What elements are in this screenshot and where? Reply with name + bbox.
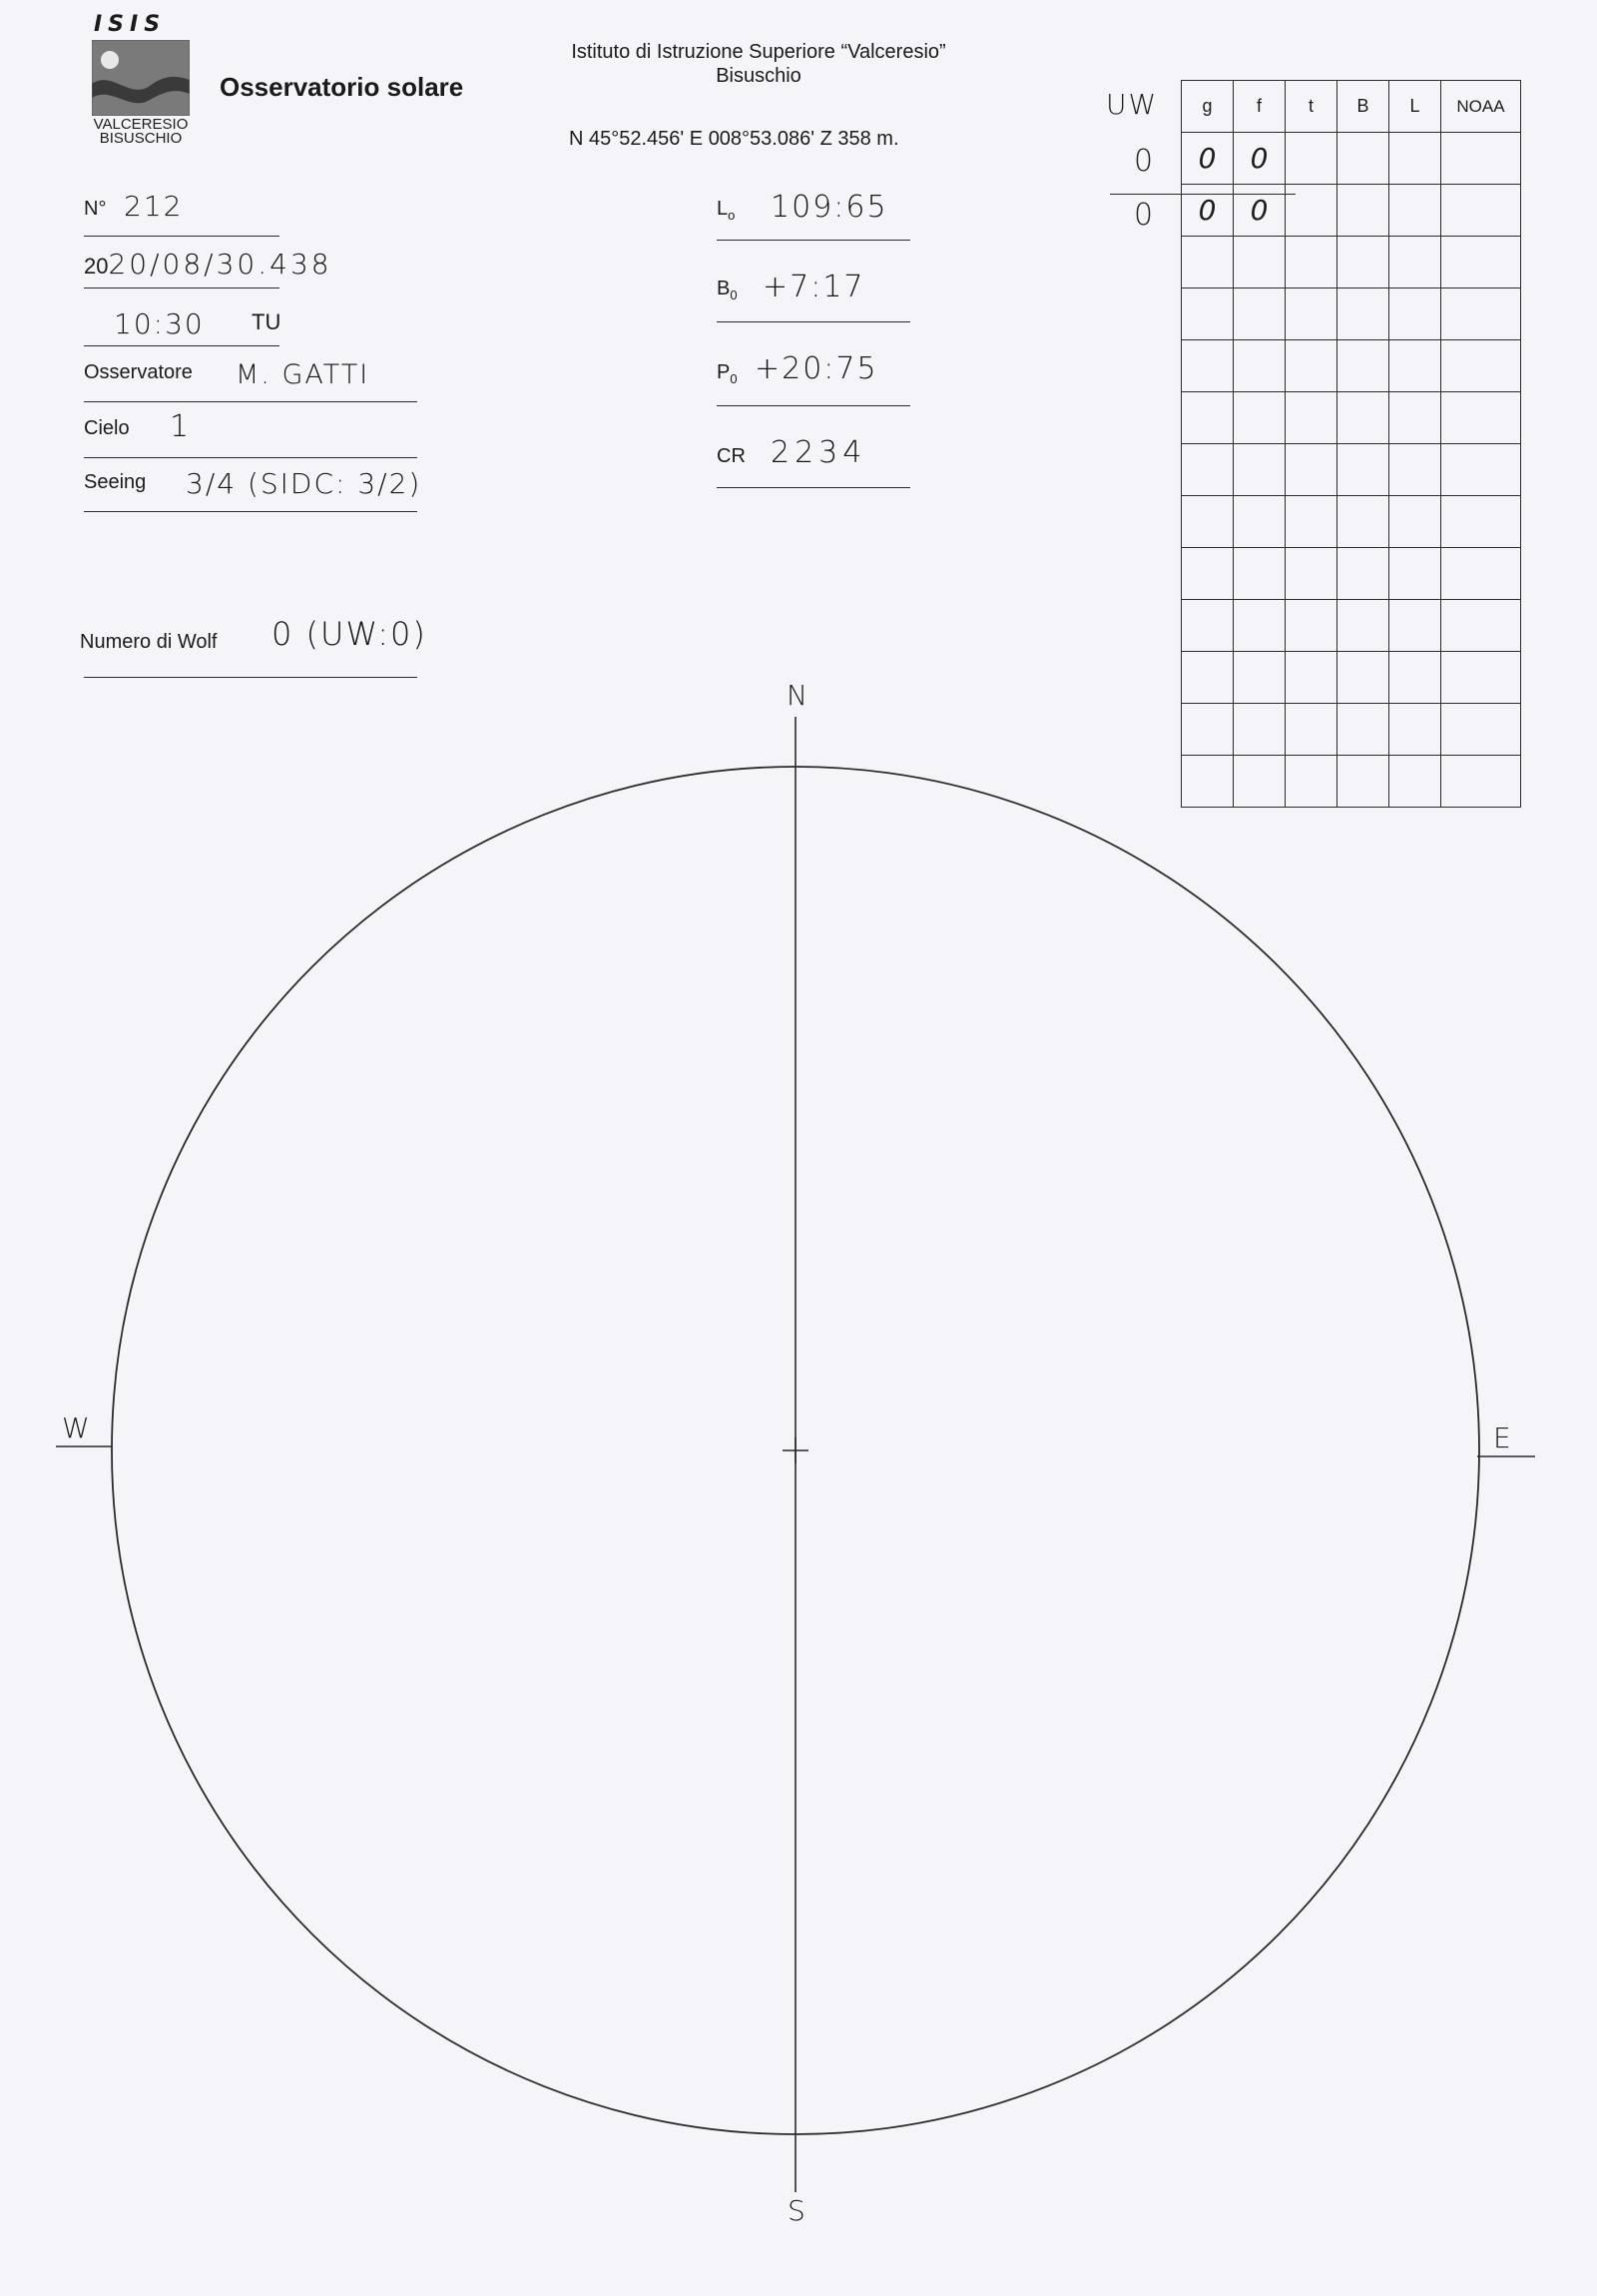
cr-value: 2234 <box>771 435 867 470</box>
number-label: N° <box>84 198 107 220</box>
sky-label: Cielo <box>84 417 130 439</box>
header-b: B <box>1337 81 1389 133</box>
l0-value: 109:65 <box>771 190 888 225</box>
uw-row1-value: 0 <box>1134 144 1154 179</box>
cr-label: CR <box>717 445 746 467</box>
east-label: E <box>1493 1422 1511 1454</box>
wolf-value: 0 (UW:0) <box>271 615 427 653</box>
row1-f: 0 <box>1234 133 1286 185</box>
number-value: 212 <box>124 190 184 223</box>
observer-label: Osservatore <box>84 361 193 383</box>
l0-label-main: L <box>717 198 729 220</box>
observer-value: M. GATTI <box>236 359 370 390</box>
seeing-label: Seeing <box>84 471 147 493</box>
north-label: N <box>787 679 807 712</box>
header-l: L <box>1389 81 1441 133</box>
p0-value: +20:75 <box>755 351 878 386</box>
wolf-label: Numero di Wolf <box>80 631 218 653</box>
sky-value: 1 <box>170 409 192 444</box>
header-f: f <box>1234 81 1286 133</box>
station-coordinates: N 45°52.456' E 008°53.086' Z 358 m. <box>569 128 899 150</box>
header-noaa: NOAA <box>1441 81 1521 133</box>
logo-caption-line1: VALCERESIO <box>93 116 189 133</box>
row2-g: 0 <box>1182 185 1234 237</box>
b0-label-sub: 0 <box>730 287 738 302</box>
seeing-value: 3/4 (SIDC: 3/2) <box>186 467 422 500</box>
school-name-line1: Istituto di Istruzione Superiore “Valceresio” <box>571 41 946 63</box>
south-label: S <box>788 2194 805 2227</box>
west-label: W <box>62 1412 90 1444</box>
logo-caption-line2: BISUSCHIO <box>99 130 183 147</box>
time-unit: TU <box>252 309 281 334</box>
l0-label-sub: o <box>728 208 736 223</box>
p0-label-main: P <box>717 361 731 383</box>
row2-f: 0 <box>1234 185 1286 237</box>
row1-g: 0 <box>1182 133 1234 185</box>
p0-label-sub: 0 <box>730 371 738 386</box>
b0-value: +7:17 <box>763 270 865 304</box>
school-name-line2: Bisuschio <box>716 65 801 87</box>
observatory-title: Osservatorio solare <box>220 72 464 102</box>
b0-label-main: B <box>717 278 731 299</box>
date-prefix: 20 <box>84 254 109 279</box>
header-t: t <box>1286 81 1337 133</box>
uw-column-label: UW <box>1106 88 1159 121</box>
logo-wordmark: ISIS <box>94 12 167 37</box>
time-value: 10:30 <box>114 307 205 340</box>
date-value: 20/08/30.438 <box>108 248 332 281</box>
uw-row2-value: 0 <box>1134 198 1154 233</box>
header-g: g <box>1182 81 1234 133</box>
